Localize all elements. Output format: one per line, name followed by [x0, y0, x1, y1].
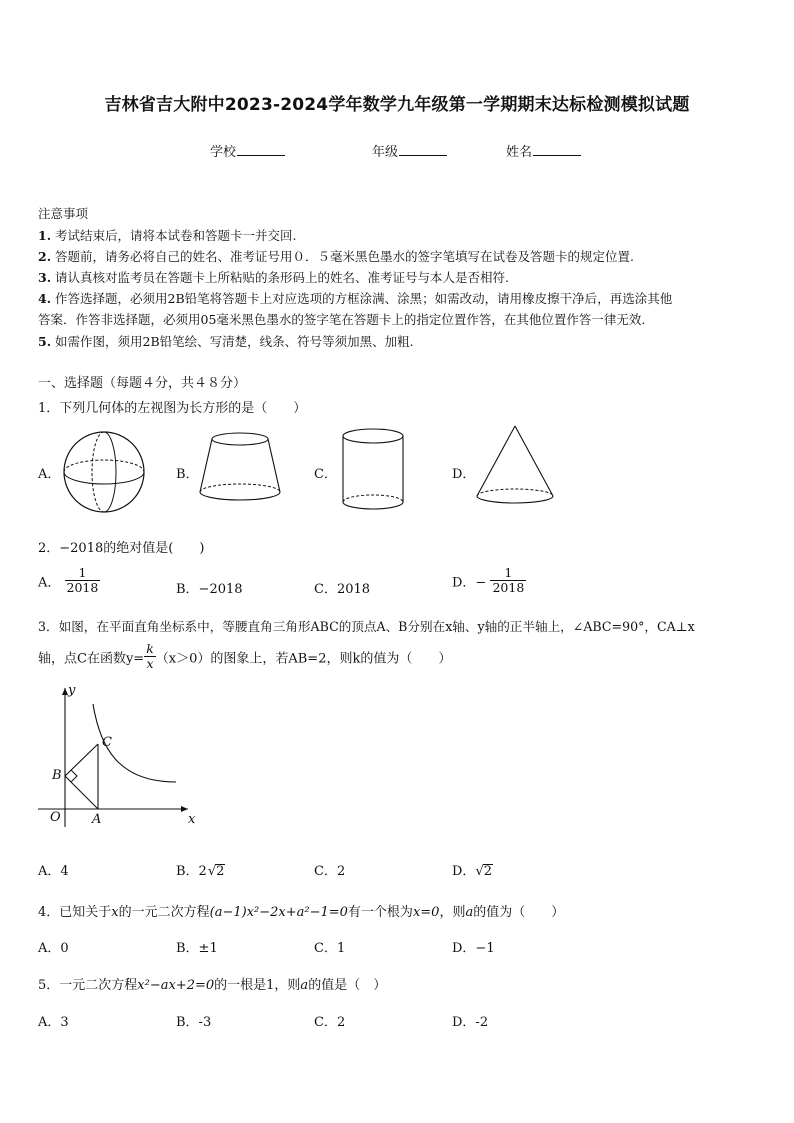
q4-text: 有一个根为: [347, 905, 413, 920]
q2-option-a: [38, 566, 100, 596]
note-number: 1.: [38, 228, 52, 243]
q5-equation: x²−ax+2=0: [137, 978, 215, 993]
q3-option-b: [176, 860, 225, 879]
denominator: 2018: [66, 580, 99, 596]
note-item: [38, 289, 672, 307]
note-text: 作答选择题，必须用2B铅笔将答题卡上对应选项的方框涂满、涂黑；如需改动，请用橡皮擦干净后，再选涂其他: [55, 291, 673, 306]
q4-text: 的一元二次方程: [118, 905, 210, 920]
q5-text: 的值是（ ）: [308, 978, 387, 993]
grade-blank: [399, 144, 447, 156]
numerator: k: [146, 641, 154, 656]
point-a-label: A: [92, 812, 102, 827]
note-text: 答案．作答非选择题，必须用05毫米黑色墨水的签字笔在答题卡上的指定位置作答，在其他位置作答一律无效.: [38, 312, 646, 327]
q4-option-b: B．±1: [176, 941, 218, 956]
denominator: 2018: [492, 580, 525, 596]
q2-option-d: [452, 566, 526, 596]
point-c-label: C: [102, 735, 112, 750]
note-number: 3.: [38, 270, 52, 285]
q2-option-a-label: A．: [38, 575, 61, 591]
q3-option-d: [452, 860, 493, 879]
school-label: 学校: [210, 145, 237, 160]
q1-option-a-label: A．: [38, 467, 61, 482]
note-text: 答题前，请务必将自己的姓名、准考证号用０．５毫米黑色墨水的签字笔填写在试卷及答题卡的规定位置.: [55, 249, 635, 264]
q1-option-c-label: C．: [314, 467, 337, 482]
name-label: 姓名: [506, 145, 533, 160]
cone-figure: [474, 424, 564, 508]
school-field: [210, 141, 285, 160]
question-4-stem: [38, 901, 564, 920]
q5-option-d: D．-2: [452, 1015, 489, 1030]
note-item: [38, 247, 634, 265]
page-title: 吉林省吉大附中2023-2024学年数学九年级第一学期期末达标检测模拟试题: [104, 95, 690, 115]
note-number: 4.: [38, 291, 52, 306]
note-item: [38, 310, 645, 328]
point-b-label: B: [52, 768, 62, 783]
q3-option-c: C．2: [314, 864, 346, 879]
radicand: 2: [483, 864, 493, 879]
q2-option-b: B．−2018: [176, 582, 243, 597]
note-number: 5.: [38, 334, 52, 349]
note-item: [38, 268, 509, 286]
q4-text: 4．已知关于: [38, 905, 112, 920]
q5-var-a: a: [300, 978, 309, 993]
q5-text: 的一根是1，则: [214, 978, 301, 993]
note-text: 考试结束后，请将本试卷和答题卡一并交回.: [55, 228, 297, 243]
cylinder-figure: [340, 426, 410, 516]
note-text: 请认真核对监考员在答题卡上所粘贴的条形码上的姓名、准考证号与本人是否相符.: [55, 270, 510, 285]
sqrt-sign: √: [475, 864, 484, 879]
q5-option-c: C．2: [314, 1015, 346, 1030]
q4-option-a: A．0: [38, 941, 69, 956]
question-3-line-1: 3．如图，在平面直角坐标系中，等腰直角三角形ABC的顶点A、B分别在x轴、y轴的正半轴上，∠ABC=90°，CA⊥x: [38, 619, 695, 634]
question-5-stem: [38, 974, 386, 993]
name-field: [506, 141, 581, 160]
note-text: 如需作图，须用2B铅笔绘、写清楚，线条、符号等须加黑、加粗.: [55, 334, 414, 349]
q4-text: 的值为（ ）: [473, 905, 565, 920]
numerator: 1: [490, 566, 526, 581]
question-3-line-2: [38, 642, 451, 672]
denominator: x: [146, 656, 154, 672]
q4-root: x=0: [412, 905, 440, 920]
q4-text: ，则: [439, 905, 466, 920]
q2-option-c: C．2018: [314, 582, 371, 597]
numerator: 1: [65, 566, 101, 581]
q3-option-b-label: B．2: [176, 864, 207, 879]
note-number: 2.: [38, 249, 52, 264]
origin-label: O: [50, 810, 61, 825]
q5-option-b: B．-3: [176, 1015, 212, 1030]
q1-option-b-label: B．: [176, 467, 199, 482]
q5-text: 5．一元二次方程: [38, 978, 138, 993]
frustum-figure: [196, 428, 286, 508]
axis-x-label: x: [188, 812, 196, 827]
name-blank: [533, 144, 581, 156]
q4-option-c: C．1: [314, 941, 346, 956]
note-item: [38, 332, 414, 350]
note-item: [38, 226, 297, 244]
question-2-stem: 2．−2018的绝对值是( ): [38, 541, 205, 556]
q1-option-d-label: D．: [452, 467, 476, 482]
q4-var-x: x: [111, 905, 119, 920]
fraction: [490, 566, 526, 596]
notes-heading: 注意事项: [38, 206, 89, 221]
q5-option-a: A．3: [38, 1015, 69, 1030]
q3-text: 轴，点C在函数y=: [38, 651, 145, 667]
section-heading: 一、选择题（每题４分，共４８分）: [38, 376, 247, 391]
school-blank: [237, 144, 285, 156]
question-1-stem: 1．下列几何体的左视图为长方形的是（ ）: [38, 401, 307, 416]
q3-text: （x＞0）的图象上，若AB=2，则k的值为（ ）: [155, 651, 452, 667]
sqrt-sign: √: [207, 864, 217, 879]
radicand: 2: [216, 864, 225, 879]
q3-option-a: A．4: [38, 864, 69, 879]
q3-option-d-label: D．: [452, 864, 476, 879]
grade-label: 年级: [372, 145, 399, 160]
fraction: [65, 566, 101, 596]
q4-option-d: D．−1: [452, 941, 495, 956]
q3-coordinate-figure: [38, 682, 208, 832]
q2-option-d-label: D．−: [452, 575, 487, 591]
q4-equation: (a−1)x²−2x+a²−1=0: [209, 905, 348, 920]
axis-y-label: y: [68, 683, 76, 698]
sphere-figure: [60, 428, 150, 518]
grade-field: [372, 141, 447, 160]
q4-var-a: a: [465, 905, 474, 920]
fraction-k-over-x: [144, 642, 156, 672]
